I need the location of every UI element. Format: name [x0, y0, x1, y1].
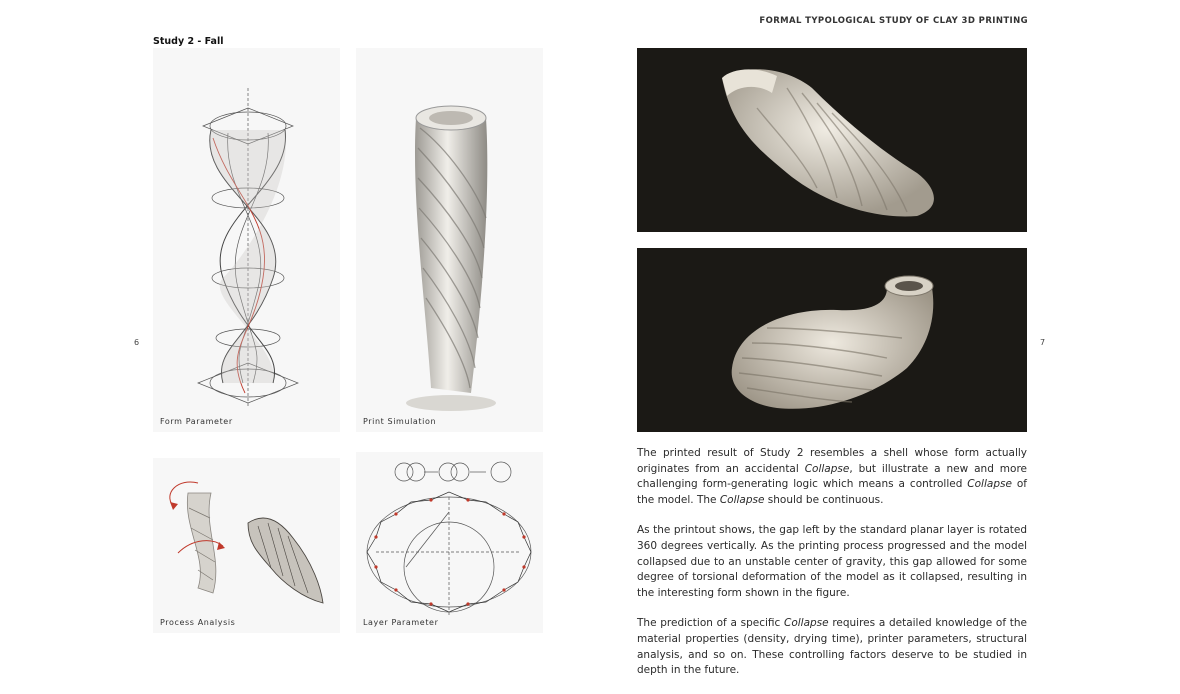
paragraph-2: As the printout shows, the gap left by the standard planar layer is rotated 360 degrees vertically. As the printing process progressed and the model collapsed due to an unstable center of gravity, this gap allowed for some degree of torsional deformation of the model as it collapsed, resulting in the interesting form shown in the figure.	[637, 524, 1027, 599]
form-parameter-figure	[153, 48, 340, 432]
clay-shell-bottom	[637, 248, 1027, 432]
process-analysis-figure	[153, 458, 340, 633]
page-number-left: 6	[134, 338, 140, 347]
p1-text-a: The printed result of Study 2 resembles a shell whose form actually originates from an accidental	[637, 447, 1027, 475]
clay-shell-top	[637, 48, 1027, 232]
p1-emphasis-collapse-2: Collapse	[967, 478, 1012, 491]
p1-text-b: , but illustrate a new and more challenging form-generating logic which means a controlled	[637, 462, 1027, 491]
running-header: FORMAL TYPOLOGICAL STUDY OF CLAY 3D PRINTING	[759, 16, 1028, 26]
p1-emphasis-collapse-1: Collapse	[804, 462, 850, 475]
caption-form-parameter: Form Parameter	[160, 417, 233, 426]
caption-process-analysis: Process Analysis	[160, 618, 236, 627]
p3-emphasis-collapse: Collapse	[783, 617, 829, 630]
paragraph-3	[637, 616, 1027, 678]
layer-parameter-figure	[356, 452, 543, 633]
p1-text-d: should be continuous.	[764, 493, 884, 506]
p1-emphasis-collapse-3: Collapse	[719, 493, 765, 506]
print-simulation-figure	[356, 48, 543, 432]
layer-geometry-diagram	[356, 452, 543, 633]
twisted-wireframe-drawing	[153, 48, 340, 432]
process-diagram	[153, 458, 340, 633]
printed-shell-photo-bottom	[637, 248, 1027, 432]
page-number-right: 7	[1040, 338, 1046, 347]
caption-print-simulation: Print Simulation	[363, 417, 437, 426]
paragraph-1	[637, 446, 1027, 508]
p3-text-a: The prediction of a specific	[637, 617, 784, 630]
printed-shell-photo-top	[637, 48, 1027, 232]
rendered-vessel	[356, 48, 543, 432]
p1-text-c: of the model. The	[637, 478, 1027, 506]
caption-layer-parameter: Layer Parameter	[363, 618, 439, 627]
body-text	[637, 446, 1027, 694]
p3-text-b: requires a detailed knowledge of the material properties (density, drying time), printer parameters, structural analysis, and so on. These controlling factors deserve to be studied in depth in the future.	[637, 617, 1027, 677]
study-title: Study 2 - Fall	[153, 36, 224, 47]
